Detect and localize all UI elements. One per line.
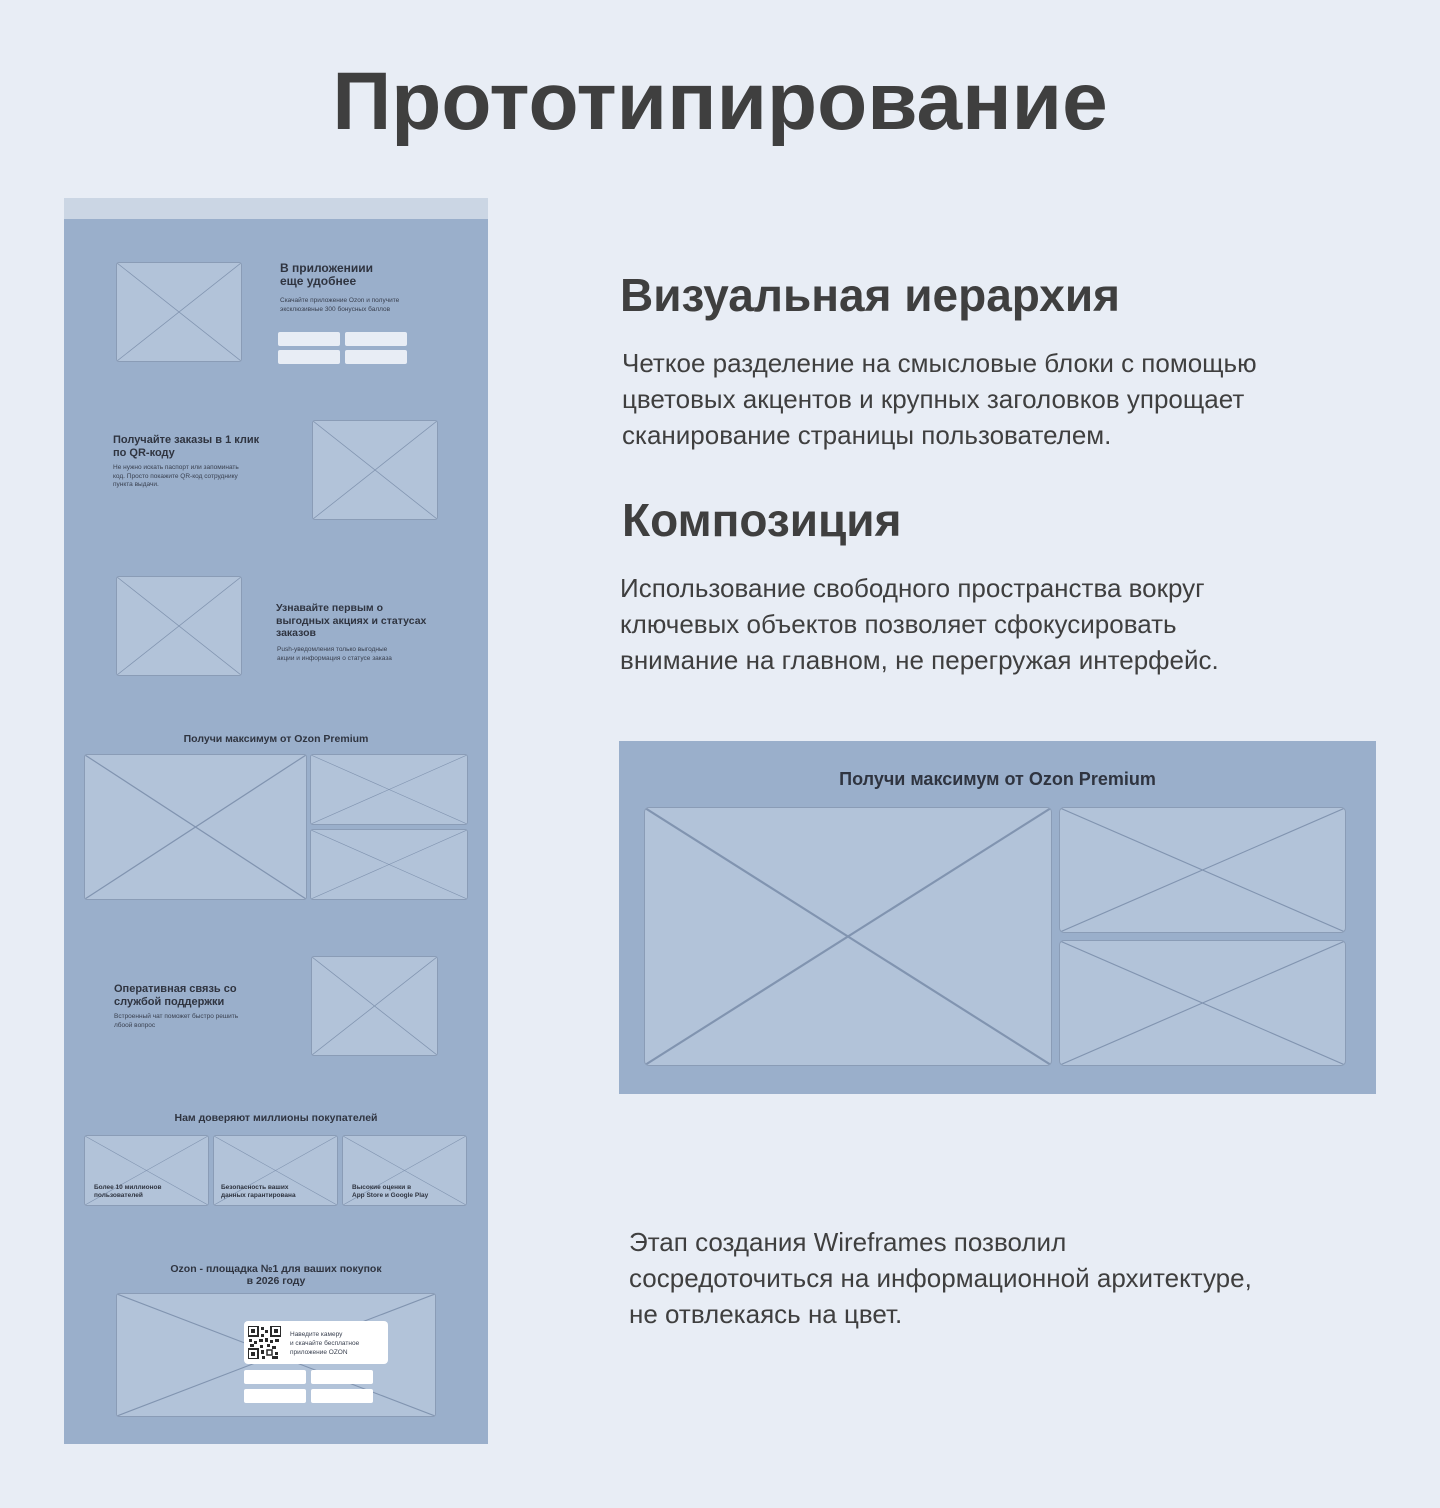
image-placeholder <box>310 829 468 900</box>
section-heading: В приложениии еще удобнее <box>280 261 373 288</box>
image-placeholder <box>312 420 438 520</box>
section-heading: Получи максимум от Ozon Premium <box>183 733 369 745</box>
image-placeholder <box>310 754 468 825</box>
page-title: Прототипирование <box>332 56 1108 147</box>
qr-code-icon <box>248 1326 281 1359</box>
image-placeholder <box>84 754 307 900</box>
store-button-placeholder <box>345 332 407 346</box>
image-placeholder <box>116 262 242 362</box>
premium-heading: Получи максимум от Ozon Premium <box>839 769 1156 789</box>
store-button-placeholder <box>278 350 340 364</box>
section-heading: Получайте заказы в 1 клик по QR-коду <box>113 434 260 459</box>
qr-card <box>244 1321 388 1364</box>
composition-text: Использование свободного пространства вокруг ключевых объектов позволяет сфокусировать внимание на главном, не перегружая интерфейс. <box>620 573 1219 675</box>
section-text: Не нужно искать паспорт или запоминать код. Просто покажите QR-код сотруднику пункта выдачи. <box>113 464 239 488</box>
store-button-placeholder <box>244 1389 306 1403</box>
image-placeholder <box>116 576 242 676</box>
store-button-placeholder <box>278 332 340 346</box>
section-text: Push-уведомления только выгодные акции и информация о статусе заказа <box>277 646 392 662</box>
composition-heading: Композиция <box>622 494 902 546</box>
store-button-placeholder <box>311 1370 373 1384</box>
image-placeholder <box>644 807 1052 1066</box>
image-placeholder <box>1059 807 1346 933</box>
store-button-placeholder <box>311 1389 373 1403</box>
hierarchy-text: Четкое разделение на смысловые блоки с помощью цветовых акцентов и крупных заголовков упрощает сканирование страницы пользователем. <box>622 348 1257 450</box>
premium-section-zoom <box>619 741 1376 1094</box>
conclusion-text: Этап создания Wireframes позволил сосредоточиться на информационной архитектуре, не отвлекаясь на цвет. <box>629 1227 1252 1329</box>
trust-card: Высокие оценки в App Store и Google Play <box>342 1135 467 1206</box>
qr-caption: Наведите камеру и скачайте бесплатное приложение OZON <box>290 1331 360 1356</box>
store-button-placeholder <box>244 1370 306 1384</box>
section-heading: Оперативная связь со службой поддержки <box>114 983 237 1008</box>
hierarchy-heading: Визуальная иерархия <box>620 269 1121 321</box>
image-placeholder <box>311 956 438 1056</box>
wireframe-mockup <box>64 198 488 1444</box>
section-text: Встроенный чат поможет быстро решить лбоой вопрос <box>114 1013 239 1029</box>
image-placeholder <box>1059 940 1346 1066</box>
section-text: Скачайте приложение Ozon и получите эксклюзивные 300 бонусных баллов <box>280 297 400 313</box>
store-button-placeholder <box>345 350 407 364</box>
section-heading: Ozon - площадка №1 для ваших покупок в 2026 году <box>170 1263 382 1287</box>
wireframe-header-bar <box>64 198 488 219</box>
trust-card: Безопасность ваших данных гарантирована <box>213 1135 338 1206</box>
section-heading: Нам доверяют миллионы покупателей <box>174 1112 378 1124</box>
trust-card: Более 10 миллионов пользователей <box>84 1135 209 1206</box>
section-heading: Узнавайте первым о выгодных акциях и статусах заказов <box>276 602 427 639</box>
